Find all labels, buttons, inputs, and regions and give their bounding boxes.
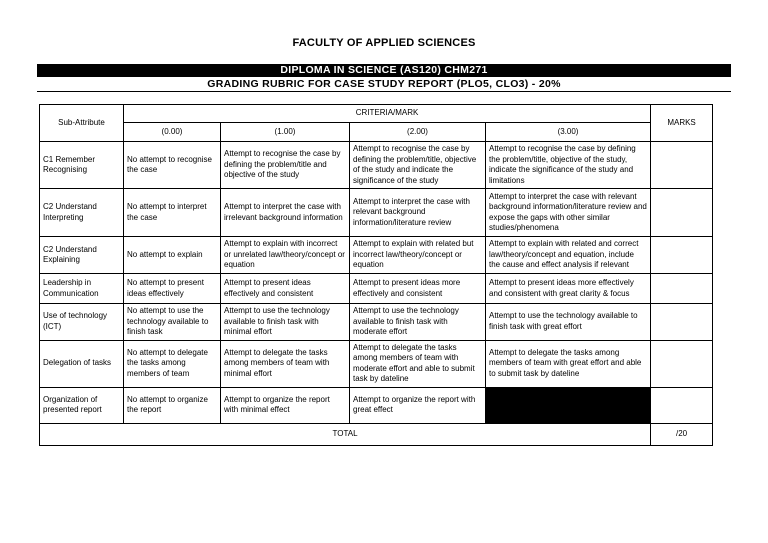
marks-cell[interactable] <box>651 274 713 304</box>
marks-cell[interactable] <box>651 142 713 189</box>
criteria-cell: No attempt to interpret the case <box>124 189 221 237</box>
criteria-cell: Attempt to explain with incorrect or unrelated law/theory/concept or equation <box>221 237 350 274</box>
criteria-cell: Attempt to use the technology available to finish task with moderate effort <box>350 304 486 341</box>
mark-level-1: (1.00) <box>221 123 350 142</box>
criteria-cell: Attempt to explain with related but incorrect law/theory/concept or equation <box>350 237 486 274</box>
table-row <box>40 304 713 341</box>
total-marks: /20 <box>651 423 713 445</box>
row-attribute: Leadership in Communication <box>40 274 124 304</box>
rubric-title: GRADING RUBRIC FOR CASE STUDY REPORT (PLO5, CLO3) - 20% <box>37 78 731 92</box>
criteria-cell: Attempt to recognise the case by defining the problem/title and objective of the study <box>221 142 350 189</box>
criteria-cell: No attempt to use the technology available to finish task <box>124 304 221 341</box>
diploma-banner: DIPLOMA IN SCIENCE (AS120) CHM271 <box>37 64 731 77</box>
criteria-cell: Attempt to organize the report with great effect <box>350 387 486 423</box>
grading-rubric-table <box>39 104 713 446</box>
row-attribute: C1 Remember Recognising <box>40 142 124 189</box>
header-row-mark-levels <box>40 123 713 142</box>
marks-header: MARKS <box>651 105 713 142</box>
faculty-heading: FACULTY OF APPLIED SCIENCES <box>292 37 476 49</box>
row-attribute: Delegation of tasks <box>40 340 124 387</box>
total-label: TOTAL <box>40 423 651 445</box>
criteria-cell: Attempt to present ideas more effectively and consistent with great clarity & focus <box>486 274 651 304</box>
marks-cell[interactable] <box>651 237 713 274</box>
criteria-cell: Attempt to use the technology available to finish task with minimal effort <box>221 304 350 341</box>
marks-cell[interactable] <box>651 340 713 387</box>
criteria-cell: Attempt to delegate the tasks among members of team with great effort and able to submit task by dateline <box>486 340 651 387</box>
header-row-criteria <box>40 105 713 123</box>
criteria-cell: Attempt to delegate the tasks among members of team with moderate effort and able to submit task by dateline <box>350 340 486 387</box>
blacked-out-cell <box>486 387 651 423</box>
total-row <box>40 423 713 445</box>
criteria-cell: Attempt to present ideas more effectively and consistent <box>350 274 486 304</box>
row-attribute: Organization of presented report <box>40 387 124 423</box>
criteria-cell: Attempt to recognise the case by defining the problem/title, objective of the study and indicate the significance of the study <box>350 142 486 189</box>
criteria-cell: No attempt to organize the report <box>124 387 221 423</box>
table-row <box>40 387 713 423</box>
criteria-cell: Attempt to delegate the tasks among members of team with minimal effort <box>221 340 350 387</box>
criteria-cell: No attempt to delegate the tasks among members of team <box>124 340 221 387</box>
mark-level-2: (2.00) <box>350 123 486 142</box>
table-row <box>40 274 713 304</box>
sub-attribute-header: Sub-Attribute <box>40 105 124 142</box>
criteria-cell: Attempt to interpret the case with relevant background information/literature review and expose the gaps with other similar studies/phenomena <box>486 189 651 237</box>
table-row <box>40 237 713 274</box>
criteria-cell: No attempt to present ideas effectively <box>124 274 221 304</box>
criteria-cell: Attempt to interpret the case with relevant background information/literature review <box>350 189 486 237</box>
criteria-cell: Attempt to use the technology available to finish task with great effort <box>486 304 651 341</box>
marks-cell[interactable] <box>651 387 713 423</box>
criteria-cell: No attempt to explain <box>124 237 221 274</box>
table-row <box>40 189 713 237</box>
marks-cell[interactable] <box>651 304 713 341</box>
criteria-cell: Attempt to organize the report with minimal effect <box>221 387 350 423</box>
criteria-cell: Attempt to recognise the case by defining the problem/title, objective of the study, indicate the significance of the study and limitations <box>486 142 651 189</box>
marks-cell[interactable] <box>651 189 713 237</box>
criteria-cell: Attempt to present ideas effectively and consistent <box>221 274 350 304</box>
criteria-mark-header: CRITERIA/MARK <box>124 105 651 123</box>
criteria-cell: No attempt to recognise the case <box>124 142 221 189</box>
table-row <box>40 142 713 189</box>
table-row <box>40 340 713 387</box>
mark-level-0: (0.00) <box>124 123 221 142</box>
criteria-cell: Attempt to interpret the case with irrelevant background information <box>221 189 350 237</box>
row-attribute: C2 Understand Interpreting <box>40 189 124 237</box>
criteria-cell: Attempt to explain with related and correct law/theory/concept and equation, include the cause and effect analysis if relevant <box>486 237 651 274</box>
row-attribute: Use of technology (ICT) <box>40 304 124 341</box>
mark-level-3: (3.00) <box>486 123 651 142</box>
row-attribute: C2 Understand Explaining <box>40 237 124 274</box>
